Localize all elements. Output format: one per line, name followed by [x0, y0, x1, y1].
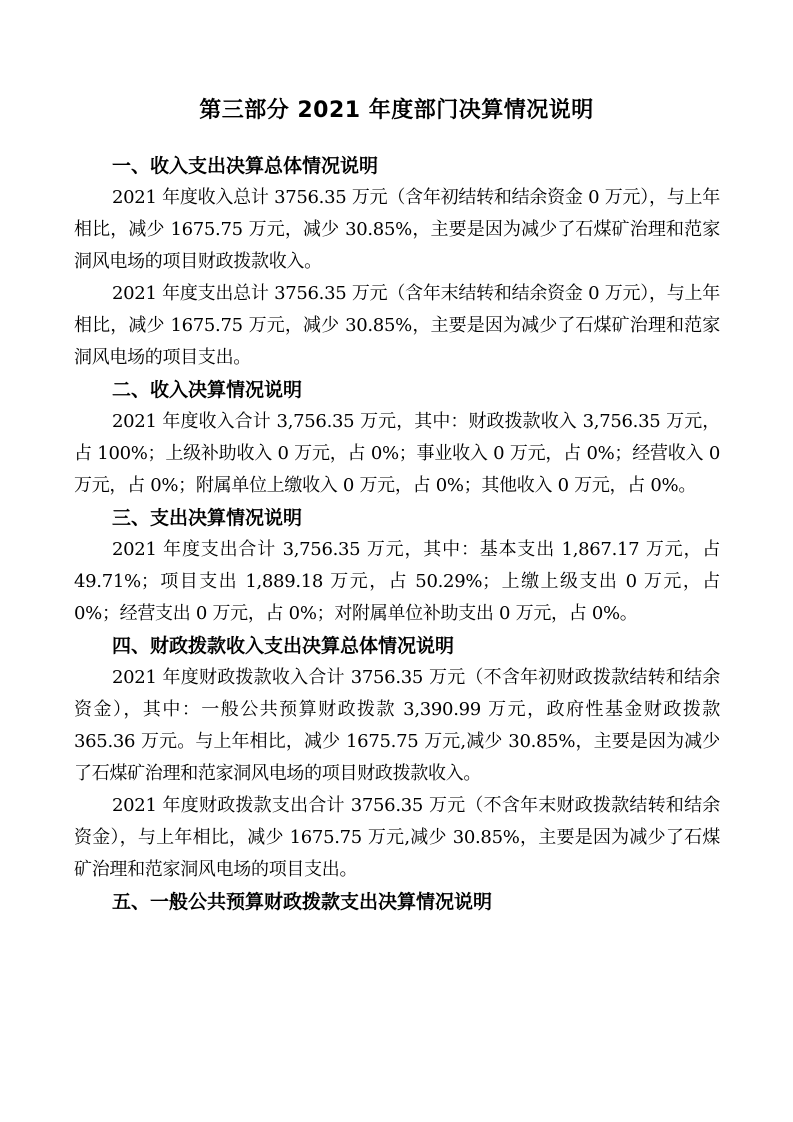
section-heading-2: 二、收入决算情况说明 — [112, 379, 303, 401]
section-heading-4: 四、财政拨款收入支出决算总体情况说明 — [112, 635, 455, 657]
section-heading-1: 一、收入支出决算总体情况说明 — [112, 155, 379, 177]
section-heading-3: 三、支出决算情况说明 — [112, 507, 303, 529]
section-1-paragraph-1: 2021 年度收入总计 3756.35 万元（含年初结转和结余资金 0 万元），与上年相比，减少 1675.75 万元，减少 30.85%，主要是因为减少了石煤矿治理和范家洞风电场的项目财政拨款收入。 — [74, 187, 720, 272]
document-body — [74, 150, 720, 918]
section-2-paragraph-1: 2021 年度收入合计 3,756.35 万元，其中：财政拨款收入 3,756.35 万元，占 100%；上级补助收入 0 万元，占 0%；事业收入 0 万元，占 0%；经营收入 0 万元，占 0%；附属单位上缴收入 0 万元，占 0%；其他收入 0 万元，占 0%。 — [74, 411, 720, 496]
section-3-paragraph-1: 2021 年度支出合计 3,756.35 万元，其中：基本支出 1,867.17 万元，占 49.71%；项目支出 1,889.18 万元，占 50.29%；上缴上级支出 0 万元，占 0%；经营支出 0 万元，占 0%；对附属单位补助支出 0 万元，占 0%。 — [74, 539, 720, 624]
section-4-paragraph-2: 2021 年度财政拨款支出合计 3756.35 万元（不含年末财政拨款结转和结余资金），与上年相比，减少 1675.75 万元,减少 30.85%，主要是因为减少了石煤矿治理和范家洞风电场的项目支出。 — [74, 795, 720, 880]
section-heading-5: 五、一般公共预算财政拨款支出决算情况说明 — [112, 891, 493, 913]
section-1-paragraph-2: 2021 年度支出总计 3756.35 万元（含年末结转和结余资金 0 万元），与上年相比，减少 1675.75 万元，减少 30.85%，主要是因为减少了石煤矿治理和范家洞风电场的项目支出。 — [74, 283, 720, 368]
page-title: 第三部分 2021 年度部门决算情况说明 — [199, 98, 594, 123]
section-4-paragraph-1: 2021 年度财政拨款收入合计 3756.35 万元（不含年初财政拨款结转和结余资金），其中：一般公共预算财政拨款 3,390.99 万元，政府性基金财政拨款 365.36 万元。与上年相比，减少 1675.75 万元,减少 30.85%，主要是因为减少了石煤矿治理和范家洞风电场的项目财政拨款收入。 — [74, 667, 720, 784]
